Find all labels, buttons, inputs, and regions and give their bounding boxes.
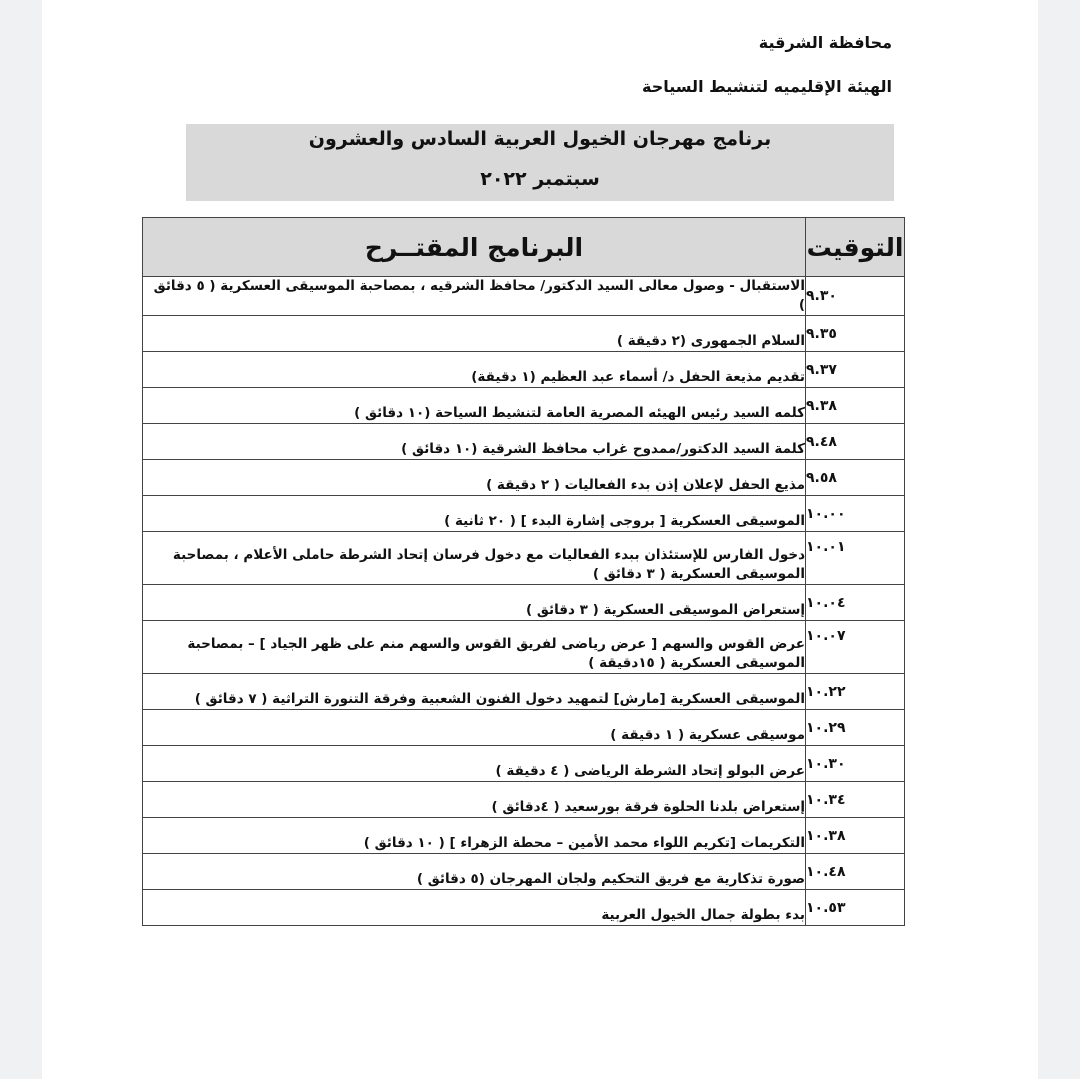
row-program: الموسيقى العسكرية [مارش] لتمهيد دخول الفنون الشعبية وفرقة التنورة التراثية ( ٧ دقائق ) [143, 674, 806, 710]
row-time: ١٠.٠٤ [806, 585, 905, 621]
column-header-time: التوقيت [806, 218, 905, 277]
row-time: ٩.٣٧ [806, 352, 905, 388]
row-time: ٩.٣٨ [806, 388, 905, 424]
table-row [143, 316, 905, 352]
row-time: ٩.٣٥ [806, 316, 905, 352]
program-title-box [186, 124, 894, 201]
row-time: ١٠.٤٨ [806, 854, 905, 890]
program-title: برنامج مهرجان الخيول العربية السادس والعشرون [308, 128, 772, 150]
table-row [143, 388, 905, 424]
table-header-row [143, 218, 905, 277]
table-row [143, 424, 905, 460]
row-time: ١٠.٠١ [806, 532, 905, 585]
row-time: ١٠.٣٨ [806, 818, 905, 854]
row-program: تقديم مذيعة الحفل د/ أسماء عبد العظيم (١ دقيقة) [143, 352, 806, 388]
table-row [143, 782, 905, 818]
row-time: ١٠.٣٤ [806, 782, 905, 818]
schedule-table [142, 217, 905, 926]
row-time: ٩.٤٨ [806, 424, 905, 460]
table-row [143, 352, 905, 388]
row-program: إستعراض الموسيقى العسكرية ( ٣ دقائق ) [143, 585, 806, 621]
row-program: كلمة السيد الدكتور/ممدوح غراب محافظ الشرقية (١٠ دقائق ) [143, 424, 806, 460]
document-page [42, 0, 1038, 1079]
row-program: صورة تذكارية مع فريق التحكيم ولجان المهرجان (٥ دقائق ) [143, 854, 806, 890]
table-row [143, 585, 905, 621]
table-row [143, 854, 905, 890]
table-row [143, 890, 905, 926]
table-row [143, 460, 905, 496]
column-header-program: البرنامج المقتــرح [143, 218, 806, 277]
row-time: ٩.٣٠ [806, 277, 905, 316]
table-row [143, 532, 905, 585]
row-program: السلام الجمهورى (٢ دقيقة ) [143, 316, 806, 352]
row-program: كلمه السيد رئيس الهيئه المصرية العامة لتنشيط السياحة (١٠ دقائق ) [143, 388, 806, 424]
row-program: عرض القوس والسهم [ عرض رياضى لفريق القوس والسهم منم على ظهر الجياد ] – بمصاحبة الموسيقى العسكرية ( ١٥دقيقة ) [143, 621, 806, 674]
row-time: ١٠.٣٠ [806, 746, 905, 782]
row-program: دخول الفارس للإستئذان ببدء الفعاليات مع دخول فرسان إتحاد الشرطة حاملى الأعلام ، بمصاحبة الموسيقى العسكرية ( ٣ دقائق ) [143, 532, 806, 585]
row-time: ١٠.٥٣ [806, 890, 905, 926]
row-time: ١٠.٢٩ [806, 710, 905, 746]
row-time: ٩.٥٨ [806, 460, 905, 496]
row-time: ١٠.٠٠ [806, 496, 905, 532]
row-program: الاستقبال - وصول معالى السيد الدكتور/ محافظ الشرقيه ، بمصاحبة الموسيقى العسكرية ( ٥ دقائق ) [143, 277, 806, 316]
table-row [143, 277, 905, 316]
row-program: التكريمات [تكريم اللواء محمد الأمين – محطة الزهراء ] ( ١٠ دقائق ) [143, 818, 806, 854]
table-row [143, 818, 905, 854]
row-program: عرض البولو إتحاد الشرطة الرياضى ( ٤ دقيقة ) [143, 746, 806, 782]
row-program: مذيع الحفل لإعلان إذن بدء الفعاليات ( ٢ دقيقة ) [143, 460, 806, 496]
governorate-name: محافظة الشرقية [758, 33, 892, 52]
table-row [143, 674, 905, 710]
row-time: ١٠.٠٧ [806, 621, 905, 674]
table-row [143, 710, 905, 746]
row-program: الموسيقى العسكرية [ بروجى إشارة البدء ] ( ٢٠ ثانية ) [143, 496, 806, 532]
row-program: إستعراض بلدنا الحلوة فرقة بورسعيد ( ٤دقائق ) [143, 782, 806, 818]
table-row [143, 746, 905, 782]
table-row [143, 621, 905, 674]
table-row [143, 496, 905, 532]
schedule-body [143, 277, 905, 926]
program-date: سبتمبر ٢٠٢٢ [480, 168, 600, 190]
row-program: موسيقى عسكرية ( ١ دقيقة ) [143, 710, 806, 746]
row-time: ١٠.٢٢ [806, 674, 905, 710]
row-program: بدء بطولة جمال الخيول العربية [143, 890, 806, 926]
authority-name: الهيئة الإقليميه لتنشيط السياحة [642, 77, 892, 96]
